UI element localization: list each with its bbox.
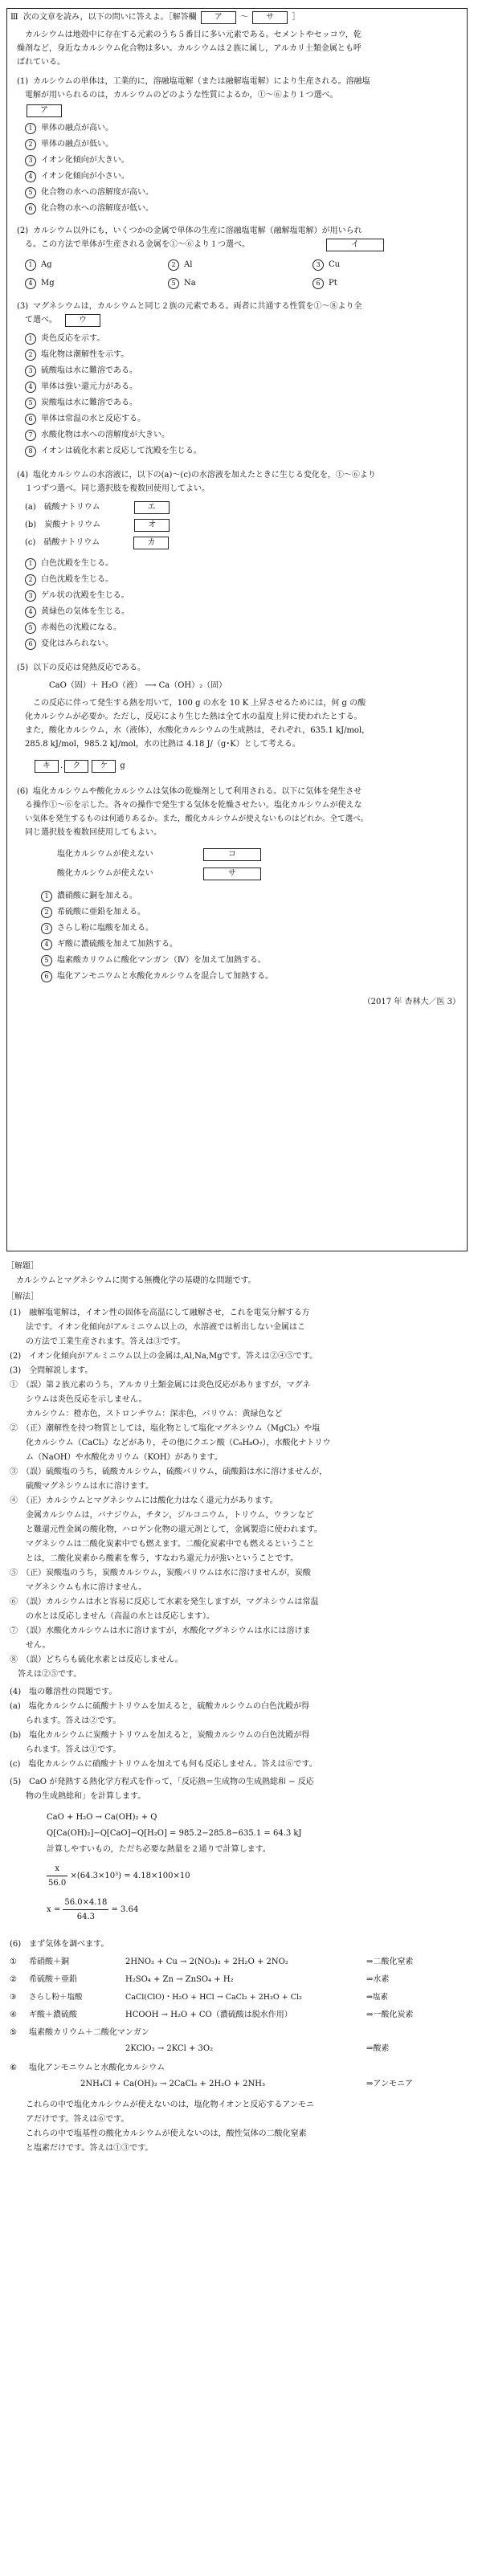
problem-number: Ⅲ [10, 13, 18, 22]
circle-1-icon: 1 [25, 259, 36, 271]
answer-box-o[interactable]: オ [134, 519, 170, 532]
q1-text-2: 電解が用いられるのは，カルシウムのどのような性質によるか，①～⑥より１つ選べ。 [25, 91, 338, 100]
kaiho-line: (b) 塩化カルシウムに炭酸ナトリウムを加えると，炭酸カルシウムの白色沈殿が得 [10, 1731, 310, 1740]
q3-option[interactable]: 4 単体は強い還元力がある。 [25, 380, 137, 394]
reaction-row: ③ さらし粉＋塩酸 CaCl(ClO)・H₂O + HCl → CaCl₂ + 2H₂O + Cl₂ ⇒塩素 [10, 1993, 388, 2002]
answer-box-e[interactable]: エ [134, 501, 170, 514]
q2-answer-box-row [325, 238, 386, 251]
q1-answer-box-row [25, 104, 63, 117]
intro-line-3: ばれている。 [17, 58, 65, 67]
kaiho-line: 硫酸マグネシウムは水に溶けます。 [10, 1482, 153, 1491]
q5-label: (5) [17, 663, 29, 672]
kaiho-title: ［解法］ [6, 1292, 39, 1301]
q6-option[interactable]: 1 濃硝酸に銅を加える。 [41, 889, 137, 903]
circle-4-icon: 4 [25, 606, 36, 618]
kaiho-line: の方法で工業生産されます。答えは③です。 [10, 1337, 186, 1346]
q5-para-4: 285.8 kJ/mol，985.2 kJ/mol，水の比熱は 4.18 J/（g･K）として考える。 [25, 740, 300, 749]
reaction-row: ⑥ 塩化アンモニウムと水酸化カルシウム [10, 2064, 165, 2072]
source-citation: （2017 年 杏林大／医 3） [362, 998, 460, 1006]
circle-4-icon: 4 [25, 171, 36, 182]
eq-heat-reaction: CaO + H₂O → Ca(OH)₂ + Q [47, 1813, 157, 1822]
problem-frame [6, 8, 468, 1251]
circle-5-icon: 5 [25, 398, 36, 409]
q4-item: (b) 炭酸ナトリウム オ [25, 518, 171, 532]
q6-option[interactable]: 2 希硫酸に亜鉛を加える。 [41, 905, 145, 919]
kaidai-text: カルシウムとマグネシウムに関する無機化学の基礎的な問題です。 [16, 1276, 256, 1285]
kaiho-line: ⑧ （誤）どちらも硫化水素とは反応しません。 [10, 1655, 183, 1664]
circle-1-icon: 1 [25, 333, 36, 345]
q5-equation: CaO（固）＋ H₂O（液） ⟶ Ca（OH）₂（固） [49, 681, 227, 690]
q6-text-1: 塩化カルシウムや酸化カルシウムは気体の乾燥剤として利用される。以下に気体を発生させ [33, 787, 362, 796]
q6-label: (6) [17, 787, 29, 796]
answer-box-u[interactable]: ウ [65, 314, 100, 327]
conclusion-line: これらの中で塩化カルシウムが使えないのは，塩化物イオンと反応するアンモニ [10, 2100, 314, 2109]
q4-option[interactable]: 2 白色沈殿を生じる。 [25, 573, 113, 586]
q1-option[interactable]: 4 イオン化傾向が小さい。 [25, 169, 129, 183]
q4-option[interactable]: 5 赤褐色の沈殿になる。 [25, 621, 121, 635]
eq-fraction-1: $\frac{x}{56.0}$ ×(64.3×10³) = 4.18×100×10 [47, 1862, 190, 1890]
eq-fraction-2: x = $\frac{56.0\times 4.18}{64.3}$ = 3.64 [47, 1896, 138, 1924]
circle-6-icon: 6 [25, 639, 36, 650]
kaiho-line: (c) 塩化カルシウムに硝酸ナトリウムを加えても何も反応しません。答えは⑥です。 [10, 1760, 317, 1769]
q4-text-2: １つずつ選べ。同じ選択肢を複数回使用してよい。 [25, 484, 210, 493]
q1-option[interactable]: 5 化合物の水への溶解度が高い。 [25, 186, 153, 199]
q1-option[interactable]: 3 イオン化傾向が大きい。 [25, 153, 129, 167]
q4-item: (c) 硝酸ナトリウム カ [25, 536, 170, 549]
circle-1-icon: 1 [25, 123, 36, 134]
answer-box-ki[interactable]: キ [35, 760, 59, 773]
kaiho-line: ① （誤）第２族元素のうち，アルカリ土類金属には炎色反応がありますが，マグネ [10, 1381, 311, 1390]
kaiho-line: (2) イオン化傾向がアルミニウム以上の金属は,Al,Na,Mgです。答えは②④⑤です。 [10, 1352, 318, 1361]
q3-option[interactable]: 7 水酸化物は水への溶解度が大きい。 [25, 428, 170, 442]
kaiho-line: ④ （正）カルシウムとマグネシウムには酸化力はなく還元力があります。 [10, 1496, 278, 1505]
q2-option[interactable]: 6 Pt [313, 276, 337, 290]
q6-text-4: 同じ選択肢を複数回使用してもよい。 [25, 828, 161, 837]
q6-option[interactable]: 5 塩素酸カリウムに酸化マンガン（Ⅳ）を加えて加熱する。 [41, 953, 266, 967]
problem-intro: 次の文章を読み，以下の問いに答えよ。［解答欄 ア ～ サ ］ [23, 10, 300, 24]
kaiho-line: (1) 融解塩電解は，イオン性の固体を高温にして融解させ，これを電気分解する方 [10, 1308, 310, 1317]
kaiho-line: ム（NaOH）や水酸化カリウム（KOH）があります。 [10, 1453, 223, 1462]
kaiho-line: カルシウム：橙赤色，ストロンチウム：深赤色，バリウム：黄緑色など [10, 1410, 283, 1419]
circle-2-icon: 2 [25, 349, 36, 361]
q2-label: (2) [17, 227, 29, 235]
kaiho-line: (a) 塩化カルシウムに硫酸ナトリウムを加えると，硫酸カルシウムの白色沈殿が得 [10, 1702, 309, 1711]
conclusion-line: と塩素だけです。答えは①③です。 [10, 2144, 153, 2153]
q3-label: (3) [17, 302, 29, 311]
reaction-row: ④ ギ酸＋濃硫酸 HCOOH → H₂O + CO（濃硫酸は脱水作用） ⇒一酸化炭素 [10, 2011, 414, 2019]
q3-option[interactable]: 5 炭酸塩は水に難溶である。 [25, 396, 137, 410]
q4-option[interactable]: 1 白色沈殿を生じる。 [25, 557, 113, 570]
q2-option[interactable]: 5 Na [168, 276, 196, 290]
q6-solution-title: (6) まず気体を調べます。 [10, 1940, 109, 1949]
q6-text-3: い気体を発生するものは何通りあるか。また，酸化カルシウムが使えないものはどれか。全て選べ。 [25, 814, 369, 823]
eq-heat-calc: Q[Ca(OH)₂]−Q[CaO]−Q[H₂O] = 985.2−285.8−635.1 = 64.3 kJ [47, 1829, 302, 1838]
kaiho-line: マグネシウムは二酸化炭素中でも燃えます。二酸化炭素中でも燃えるということ [10, 1540, 314, 1549]
q3-option[interactable]: 2 塩化物は潮解性を示す。 [25, 348, 129, 361]
q6-option[interactable]: 3 さらし粉に塩酸を加える。 [41, 921, 153, 935]
circle-5-icon: 5 [25, 623, 36, 634]
answer-box-i[interactable]: イ [326, 239, 384, 251]
kaiho-line: と難還元性金属の酸化物，ハロゲン化物の還元剤として，金属製造に使われます。 [10, 1525, 322, 1534]
kaiho-line: マグネシウムも水に溶けません。 [10, 1583, 147, 1592]
kaiho-line: とは，二酸化炭素から酸素を奪う，すなわち還元力が強いということです。 [10, 1554, 299, 1563]
circle-4-icon: 4 [25, 382, 36, 393]
q1-label: (1) [17, 77, 29, 86]
q2-option[interactable]: 3 Cu [313, 258, 340, 271]
intro-line-2: 燥剤など，身近なカルシウム化合物は多い。カルシウムは２族に属し，アルカリ土類金属とも呼 [17, 44, 362, 53]
q5-para-1: この反応に伴って発生する熱を用いて，100 g の水を 10 K 上昇させるためには，何 g の酸 [33, 699, 366, 708]
circle-5-icon: 5 [25, 187, 36, 198]
q2-text-1: カルシウム以外にも，いくつかの金属で単体の生産に溶融塩電解（融解塩電解）が用いられ [33, 227, 362, 235]
q3-answer-box-row [63, 313, 102, 327]
q3-text-1: マグネシウムは，カルシウムと同じ２族の元素である。両者に共通する性質を①～⑧より全 [33, 302, 362, 311]
q6-item: 塩化カルシウムが使えない コ [57, 847, 263, 861]
circle-1-icon: 1 [25, 558, 36, 569]
q2-option[interactable]: 4 Mg [25, 276, 55, 290]
circle-2-icon: 2 [41, 907, 52, 918]
circle-6-icon: 6 [25, 203, 36, 214]
kaiho-line: ⑥ （誤）カルシウムは水と容易に反応して水素を発生しますが，マグネシウムは常温 [10, 1598, 319, 1606]
kaiho-line: ③ （誤）硫酸塩のうち，硫酸カルシウム，硫酸バリウム，硫酸鉛は水に溶けませんが， [10, 1468, 328, 1476]
kaiho-line: 答えは②⑤です。 [10, 1670, 82, 1679]
reaction-row: ⑤ 塩素酸カリウム＋二酸化マンガン [10, 2028, 149, 2037]
kaiho-line: (5) CaO が発熱する熱化学方程式を作って，「反応熱＝生成物の生成熱総和 − 反応 [10, 1778, 314, 1786]
q5-text-1: 以下の反応は発熱反応である。 [33, 663, 145, 672]
kaiho-line: の水とは反応しません（高温の水とは反応します）。 [10, 1612, 214, 1621]
q3-option[interactable]: 6 単体は常温の水と反応する。 [25, 412, 145, 426]
answer-box-a[interactable]: ア [201, 11, 236, 24]
kaiho-line: ⑤ （正）炭酸塩のうち，炭酸カルシウム，炭酸バリウムは水に溶けませんが，炭酸 [10, 1569, 311, 1578]
circle-5-icon: 5 [41, 955, 52, 966]
q1-text-1: カルシウムの単体は，工業的に，溶融塩電解（または融解塩電解）により生産される。溶融塩 [33, 77, 370, 86]
conclusion-line: アだけです。答えは⑥です。 [10, 2115, 129, 2124]
circle-2-icon: 2 [25, 139, 36, 150]
answer-box-ka[interactable]: カ [133, 537, 169, 549]
answer-box-ku[interactable]: ク [64, 760, 88, 773]
reaction-eq: 2NH₄Cl + Ca(OH)₂ → 2CaCl₂ + 2H₂O + 2NH₃ ⇒アンモニア [80, 2080, 413, 2088]
q2-option[interactable]: 1 Ag [25, 258, 52, 271]
circle-7-icon: 7 [25, 430, 36, 441]
kaiho-line: (4) 塩の難溶性の問題です。 [10, 1688, 117, 1696]
kaiho-line: (3) 全問解説します。 [10, 1366, 93, 1375]
circle-3-icon: 3 [25, 590, 36, 602]
eq-note: 計算しやすいもの，ただち必要な熱量を２通りで計算します。 [47, 1845, 271, 1854]
q3-option[interactable]: 1 炎色反応を示す。 [25, 332, 104, 345]
answer-box-ke[interactable]: ケ [92, 760, 116, 773]
q4-option[interactable]: 3 ゲル状の沈殿を生じる。 [25, 589, 129, 602]
reaction-eq: 2KClO₃ → 2KCl + 3O₂ ⇒酸素 [125, 2044, 390, 2053]
q6-option[interactable]: 6 塩化アンモニウムと水酸化カルシウムを混合して加熱する。 [41, 970, 273, 983]
q6-option[interactable]: 4 ギ酸に濃硫酸を加えて加熱する。 [41, 937, 178, 951]
circle-3-icon: 3 [313, 259, 324, 271]
q1-option[interactable]: 6 化合物の水への溶解度が低い。 [25, 202, 153, 215]
q5-answer-row: キ . ク ケ g [33, 759, 125, 773]
q3-text-2: て選べ。 [25, 316, 57, 325]
circle-5-icon: 5 [168, 278, 179, 289]
kaiho-line: 化カルシウム（CaCl₂）などがあり，その他にクエン酸（C₆H₈O₇），水酸化ナトリウ [10, 1439, 331, 1447]
q4-label: (4) [17, 471, 29, 480]
reaction-row: ① 希硝酸＋銅 2HNO₃ + Cu → 2(NO₃)₂ + 2H₂O + 2NO₂ ⇒二酸化窒素 [10, 1958, 414, 1966]
kaidai-title: ［解題］ [6, 1262, 39, 1271]
q2-text-2: る。この方法で単体が生産される金属を①～⑥より１つ選べ。 [25, 240, 250, 249]
q3-option[interactable]: 3 硫酸塩は水に難溶である。 [25, 364, 137, 378]
circle-2-icon: 2 [168, 259, 179, 271]
q3-option[interactable]: 8 イオンは硫化水素と反応して沈殿を生じる。 [25, 444, 202, 458]
answer-box-sa[interactable]: サ [252, 11, 288, 24]
circle-6-icon: 6 [313, 278, 324, 289]
answer-box-sa[interactable]: サ [203, 868, 261, 880]
q5-para-2: 化カルシウムが必要か。ただし，反応により生じた熱は全て水の温度上昇に使われたとする。 [25, 712, 362, 721]
intro-line-1: カルシウムは地殻中に存在する元素のうち５番目に多い元素である。セメントやセッコウ，乾 [25, 31, 362, 39]
q4-item: (a) 硫酸ナトリウム エ [25, 500, 171, 514]
kaiho-line: 物の生成熱総和」を計算します。 [10, 1792, 146, 1801]
q4-text-1: 塩化カルシウムの水溶液に，以下の(a)～(c)の水溶液を加えたときに生じる変化を，①～⑥より [33, 471, 376, 480]
q4-option[interactable]: 4 黄緑色の気体を生じる。 [25, 605, 129, 618]
q6-item: 酸化カルシウムが使えない サ [57, 867, 263, 880]
circle-1-icon: 1 [41, 891, 52, 902]
q2-option[interactable]: 2 Al [168, 258, 192, 271]
q4-option[interactable]: 6 変化はみられない。 [25, 637, 113, 651]
kaiho-line: ② （正）潮解性を持つ物質としては，塩化物として塩化マグネシウム（MgCl₂）や塩 [10, 1424, 321, 1433]
kaiho-line: られます。答えは②です。 [10, 1717, 121, 1725]
circle-3-icon: 3 [25, 365, 36, 377]
kaiho-line: せん。 [10, 1641, 51, 1650]
kaiho-line: 金属カルシウムは，バナジウム，チタン，ジルコニウム，トリウム，ウランなど [10, 1511, 314, 1520]
kaiho-line: ⑦ （誤）水酸化カルシウムは水に溶けますが，水酸化マグネシウムは水には溶けま [10, 1627, 311, 1635]
circle-4-icon: 4 [25, 278, 36, 289]
circle-3-icon: 3 [41, 923, 52, 934]
circle-3-icon: 3 [25, 155, 36, 166]
q5-para-3: また，酸化カルシウム，水（液体），水酸化カルシウムの生成熱は，それぞれ，635.1 kJ/mol， [25, 726, 370, 735]
answer-box-a[interactable]: ア [27, 104, 62, 117]
reaction-row: ② 希硫酸＋亜鉛 H₂SO₄ + Zn → ZnSO₄ + H₂ ⇒水素 [10, 1975, 390, 1984]
circle-2-icon: 2 [25, 574, 36, 586]
q1-option[interactable]: 1 単体の融点が高い。 [25, 121, 113, 135]
circle-4-icon: 4 [41, 939, 52, 950]
circle-6-icon: 6 [41, 971, 52, 982]
q1-option[interactable]: 2 単体の融点が低い。 [25, 137, 113, 151]
answer-box-ko[interactable]: コ [203, 848, 261, 861]
kaiho-line: シウムは炎色反応を示しません。 [10, 1395, 147, 1404]
circle-6-icon: 6 [25, 414, 36, 425]
kaiho-line: られます。答えは①です。 [10, 1745, 121, 1754]
q6-text-2: る操作①～⑥を示した。各々の操作で発生する気体を乾燥させたい。塩化カルシウムが使えな [25, 801, 362, 810]
conclusion-line: これらの中で塩基性の酸化カルシウムが使えないのは，酸性気体の二酸化窒素 [10, 2129, 307, 2138]
kaiho-line: 法です。イオン化傾向がアルミニウム以上の，水溶液では析出しない金属はこ [10, 1323, 305, 1332]
circle-8-icon: 8 [25, 446, 36, 457]
